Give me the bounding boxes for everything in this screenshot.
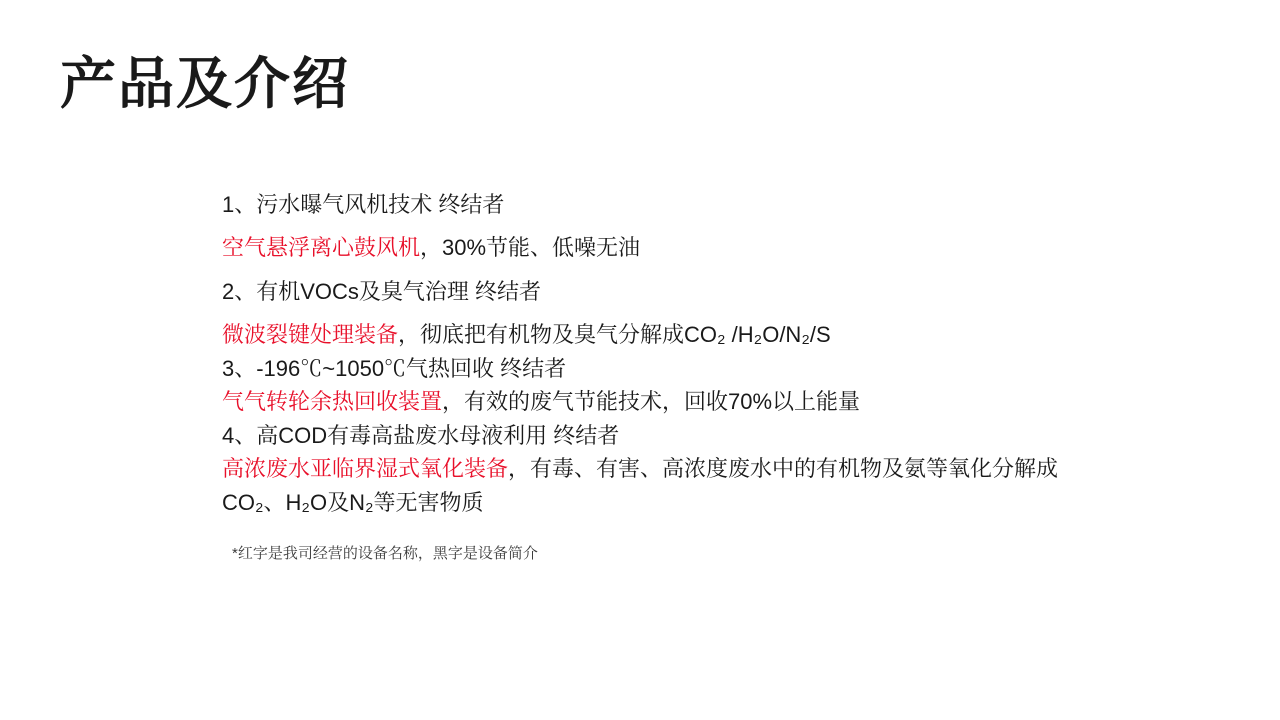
product-name-red: 空气悬浮离心鼓风机 — [222, 235, 421, 261]
item-text-black: ，30%节能、低噪无油 — [420, 235, 641, 261]
item-text-black: 4、高COD有毒高盐废水母液利用 终结者 — [222, 422, 620, 448]
page-title: 产品及介绍 — [60, 52, 350, 115]
list-item — [222, 318, 1112, 351]
item-text-black: ，有效的废气节能技术，回收70%以上能量 — [442, 389, 861, 415]
list-item — [222, 275, 1112, 308]
list-item — [222, 419, 1112, 452]
item-text-black: 2、有机VOCs及臭气治理 终结者 — [222, 278, 542, 304]
footnote: *红字是我司经营的设备名称，黑字是设备简介 — [232, 545, 538, 562]
item-text-black: ，彻底把有机物及臭气分解成CO₂ /H₂O/N₂/S — [398, 322, 831, 348]
list-item — [222, 352, 1112, 385]
item-text-black: 3、-196℃~1050℃气热回收 终结者 — [222, 355, 567, 381]
list-item — [222, 188, 1112, 221]
product-name-red: 高浓废水亚临界湿式氧化装备 — [222, 456, 509, 482]
item-text-black: 1、污水曝气风机技术 终结者 — [222, 192, 505, 217]
list-item — [222, 231, 1112, 264]
item-text-black: ，有毒、有害、高浓度废水中的有机物及氨等氧化分解成CO₂、H₂O及N₂等无害物质 — [222, 456, 1059, 515]
list-item — [222, 385, 1112, 418]
list-item — [222, 452, 1112, 519]
content-block — [222, 188, 1112, 519]
product-name-red: 微波裂键处理装备 — [222, 322, 399, 348]
product-name-red: 气气转轮余热回收装置 — [222, 389, 443, 415]
